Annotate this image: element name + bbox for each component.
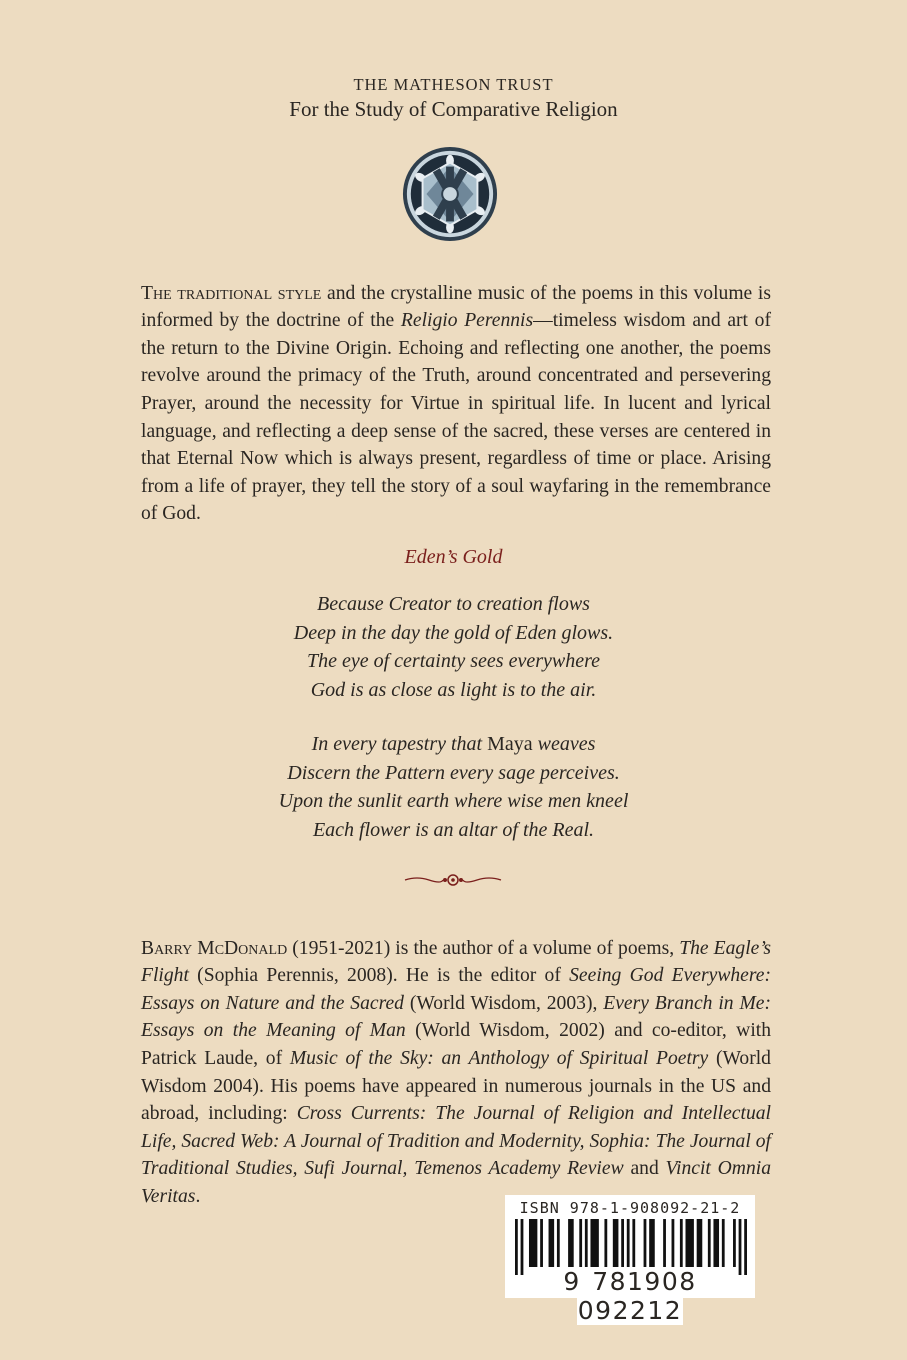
author-name: Barry McDonald <box>141 937 288 959</box>
poem-line <box>0 730 907 759</box>
poem-line: Deep in the day the gold of Eden glows. <box>293 621 614 644</box>
poem-line: God is as close as light is to the air. <box>310 678 597 701</box>
barcode-bar <box>680 1219 683 1267</box>
barcode-bar <box>529 1219 537 1267</box>
bio-text: and <box>623 1158 666 1180</box>
poem-line: Discern the Pattern every sage perceives. <box>287 761 620 784</box>
poem-line: Because Creator to creation flows <box>317 593 590 615</box>
poem-line: The eye of certainty sees everywhere <box>306 650 601 672</box>
description-lead: The traditional style <box>141 282 322 304</box>
barcode-bar <box>590 1219 598 1267</box>
barcode-bar <box>686 1219 694 1267</box>
description-italic: Religio Perennis <box>400 310 534 332</box>
book-description <box>141 280 771 528</box>
barcode-bar <box>568 1219 574 1267</box>
bio-text: (World Wisdom, 2002) and co-editor, with Patrick Laude, of <box>141 1020 772 1069</box>
ean-first: 9 <box>563 1267 581 1296</box>
poem-title: Eden’s Gold <box>404 546 503 568</box>
barcode-bar <box>713 1219 719 1267</box>
barcode-bar <box>733 1219 736 1267</box>
bio-title: Seeing God Everywhere: Essays on Nature and the Sacred <box>141 965 771 1014</box>
ornament-divider-icon <box>403 870 503 890</box>
bio-text: (World Wisdom 2004). His poems have appeared in numerous journals in the US and abroad, including: <box>141 1047 771 1125</box>
isbn-barcode <box>505 1195 755 1325</box>
poem-stanza-1 <box>0 590 907 704</box>
barcode-bar <box>644 1219 647 1267</box>
description-text: —timeless wisdom and art of the return to the Divine Origin. Echoing and reflecting one another, the poems revolve around the primacy of the Truth, around concentrated and persevering Prayer, around the necessity for Virtue in spiritual life. In lucent and lyrical language, and reflecting a deep sense of the sacred, these verses are centered in that Eternal Now which is always present, regardless of time or place. Arising from a life of prayer, they tell the story of a soul wayfaring in the remembrance of God. <box>141 310 772 525</box>
bio-title: Cross Currents: The Journal of Religion and Intellectual Life, Sacred Web: A Journal of Tradition and Modernity, Sophia: The Journal of Traditional Studies, Sufi Journal, Temenos Academy Review <box>141 1103 771 1180</box>
isbn-label: ISBN 978-1-908092-21-2 <box>519 1199 741 1217</box>
barcode-bar <box>672 1219 675 1267</box>
barcode-bar <box>604 1219 607 1267</box>
author-bio <box>141 935 771 1211</box>
barcode-bar <box>549 1219 555 1267</box>
bio-text: (1951-2021) is the author of a volume of poems, <box>287 937 680 959</box>
publisher-name: THE MATHESON TRUST <box>353 75 554 94</box>
barcode-bar <box>621 1219 624 1267</box>
bio-text: (Sophia Perennis, 2008). He is the editor of <box>188 965 570 987</box>
bio-text: . <box>195 1185 201 1207</box>
barcode-bar <box>557 1219 560 1267</box>
barcode-bar <box>722 1219 725 1267</box>
poem-line: Each flower is an altar of the Real. <box>312 818 595 841</box>
barcode-bar <box>540 1219 543 1267</box>
bio-title: Music of the Sky: an Anthology of Spiritual Poetry <box>289 1047 709 1069</box>
rose-window-emblem-icon <box>401 145 499 243</box>
barcode-bar <box>627 1219 630 1267</box>
bio-title: Every Branch in Me: Essays on the Meaning of Man <box>141 992 771 1042</box>
bio-title: Vincit Omnia Veritas <box>141 1158 771 1207</box>
barcode-bar <box>585 1219 588 1267</box>
barcode-bar <box>708 1219 711 1267</box>
poem-stanza-2 <box>0 730 907 844</box>
poem-line-part: In every tapestry that <box>311 733 488 755</box>
barcode-bar <box>697 1219 703 1267</box>
barcode-bar <box>613 1219 619 1267</box>
poem-line-part: Maya <box>487 733 533 755</box>
bio-title: The Eagle’s Flight <box>141 937 771 987</box>
ean-digits <box>505 1267 755 1325</box>
ean-left: 781908 <box>592 1267 697 1296</box>
description-text: and the crystalline music of the poems in this volume is informed by the doctrine of the <box>141 282 771 332</box>
ean-right: 092212 <box>577 1296 683 1325</box>
publisher-subtitle: For the Study of Comparative Religion <box>289 97 618 121</box>
poem-line: Upon the sunlit earth where wise men kneel <box>278 790 629 812</box>
bio-text: (World Wisdom, 2003), <box>403 992 604 1014</box>
barcode-bar <box>649 1219 655 1267</box>
poem-line-part: weaves <box>532 733 596 755</box>
barcode-bar <box>663 1219 666 1267</box>
barcode-bar <box>579 1219 582 1267</box>
